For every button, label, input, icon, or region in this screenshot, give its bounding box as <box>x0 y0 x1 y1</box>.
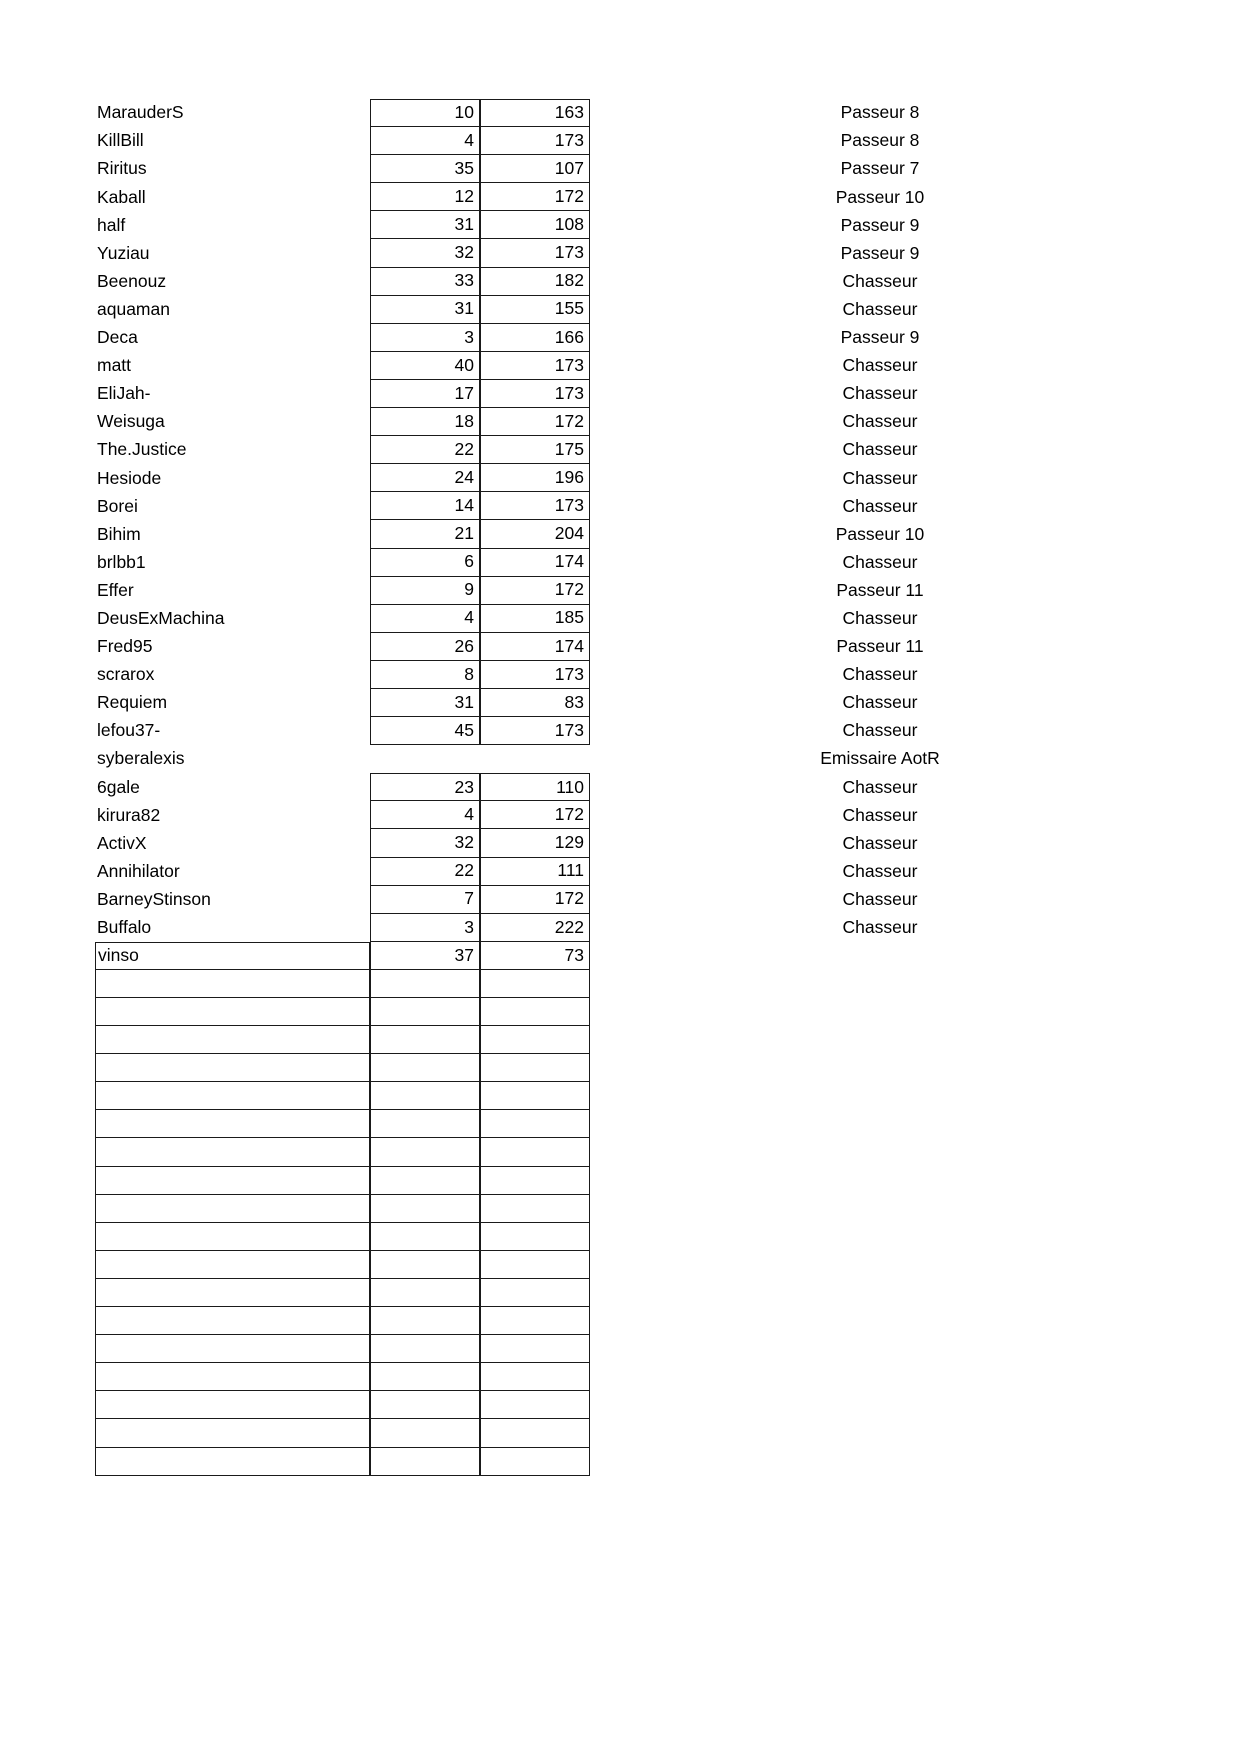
value-cell-2[interactable]: 107 <box>480 155 590 183</box>
player-name-cell[interactable]: scrarox <box>97 664 155 685</box>
value-cell-1[interactable]: 21 <box>370 520 480 548</box>
player-name-cell[interactable] <box>95 1307 370 1335</box>
value-cell-1[interactable] <box>370 1082 480 1110</box>
table-row[interactable] <box>95 717 1155 745</box>
value-cell-1[interactable]: 17 <box>370 380 480 408</box>
player-name-cell[interactable]: aquaman <box>97 298 170 319</box>
value-cell-1[interactable]: 9 <box>370 577 480 605</box>
value-cell-2[interactable] <box>480 1167 590 1195</box>
role-label: Chasseur <box>842 776 918 797</box>
table-row[interactable] <box>95 577 1155 605</box>
value-cell-2[interactable]: 166 <box>480 324 590 352</box>
role-label: Chasseur <box>842 495 918 516</box>
table-row[interactable] <box>95 1138 1155 1166</box>
table-row[interactable] <box>95 1251 1155 1279</box>
value-cell-1[interactable]: 37 <box>370 942 480 970</box>
role-label: Passeur 8 <box>840 130 920 151</box>
value-cell-2[interactable]: 155 <box>480 296 590 324</box>
player-name-cell[interactable] <box>95 1419 370 1447</box>
player-name-cell[interactable]: KillBill <box>97 130 144 151</box>
table-row[interactable] <box>95 1279 1155 1307</box>
value-cell-2[interactable]: 173 <box>480 127 590 155</box>
table-row[interactable] <box>95 324 1155 352</box>
value-cell-1[interactable]: 24 <box>370 464 480 492</box>
table-row[interactable] <box>95 492 1155 520</box>
value-cell-2[interactable]: 173 <box>480 492 590 520</box>
player-name-cell[interactable] <box>95 970 370 998</box>
table-row[interactable] <box>95 1026 1155 1054</box>
value-cell-1[interactable]: 22 <box>370 436 480 464</box>
table-row[interactable] <box>95 1223 1155 1251</box>
value-cell-2[interactable] <box>480 1138 590 1166</box>
table-row[interactable] <box>95 829 1155 857</box>
player-name-cell[interactable]: Beenouz <box>97 270 167 291</box>
table-row[interactable] <box>95 408 1155 436</box>
value-cell-2[interactable]: 204 <box>480 520 590 548</box>
table-row[interactable] <box>95 633 1155 661</box>
player-name-cell[interactable]: ActivX <box>97 832 147 853</box>
roster-table <box>95 99 1155 1476</box>
player-name-cell[interactable] <box>95 1279 370 1307</box>
value-cell-2[interactable] <box>480 1054 590 1082</box>
player-name-cell[interactable]: Requiem <box>97 692 168 713</box>
role-label: Chasseur <box>842 298 918 319</box>
value-cell-2[interactable]: 73 <box>480 942 590 970</box>
table-row[interactable] <box>95 801 1155 829</box>
value-cell-2[interactable]: 182 <box>480 268 590 296</box>
player-name-cell[interactable] <box>95 1251 370 1279</box>
table-row[interactable] <box>95 1391 1155 1419</box>
player-name-cell[interactable]: matt <box>97 355 132 376</box>
value-cell-2[interactable]: 172 <box>480 408 590 436</box>
value-cell-1[interactable] <box>370 1223 480 1251</box>
player-name-cell[interactable]: Annihilator <box>97 860 180 881</box>
table-row[interactable] <box>95 886 1155 914</box>
table-row[interactable] <box>95 1195 1155 1223</box>
player-name-cell[interactable]: vinso <box>95 942 370 970</box>
value-cell-2[interactable]: 175 <box>480 436 590 464</box>
table-row[interactable] <box>95 1082 1155 1110</box>
table-row[interactable] <box>95 970 1155 998</box>
value-cell-1[interactable] <box>370 1054 480 1082</box>
value-cell-1[interactable]: 3 <box>370 324 480 352</box>
player-name-cell[interactable]: Bihim <box>97 523 141 544</box>
role-label: Passeur 9 <box>840 242 920 263</box>
role-label: Chasseur <box>842 917 918 938</box>
value-cell-2[interactable]: 196 <box>480 464 590 492</box>
value-cell-1[interactable]: 4 <box>370 605 480 633</box>
value-cell-2[interactable] <box>480 1110 590 1138</box>
value-cell-1[interactable]: 35 <box>370 155 480 183</box>
value-cell-2[interactable]: 172 <box>480 886 590 914</box>
table-row[interactable] <box>95 1307 1155 1335</box>
value-cell-1[interactable]: 23 <box>370 773 480 801</box>
player-name-cell[interactable] <box>95 998 370 1026</box>
role-label: Passeur 11 <box>836 579 924 600</box>
value-cell-1[interactable]: 14 <box>370 492 480 520</box>
value-cell-2[interactable]: 173 <box>480 661 590 689</box>
value-cell-1[interactable] <box>370 1448 480 1476</box>
table-row[interactable] <box>95 239 1155 267</box>
value-cell-2[interactable]: 163 <box>480 99 590 127</box>
role-label: Chasseur <box>842 860 918 881</box>
value-cell-2[interactable] <box>480 1195 590 1223</box>
value-cell-2[interactable] <box>480 1026 590 1054</box>
value-cell-2[interactable] <box>480 1223 590 1251</box>
table-row[interactable] <box>95 99 1155 127</box>
player-name-cell[interactable]: Riritus <box>97 158 147 179</box>
value-cell-1[interactable] <box>370 1279 480 1307</box>
value-cell-2[interactable]: 172 <box>480 801 590 829</box>
player-name-cell[interactable] <box>95 1026 370 1054</box>
table-row[interactable] <box>95 464 1155 492</box>
value-cell-1[interactable] <box>370 1391 480 1419</box>
role-label: Chasseur <box>842 664 918 685</box>
value-cell-1[interactable] <box>370 1363 480 1391</box>
table-row[interactable] <box>95 1110 1155 1138</box>
value-cell-2[interactable]: 129 <box>480 829 590 857</box>
player-name-cell[interactable] <box>95 1223 370 1251</box>
value-cell-1[interactable]: 12 <box>370 183 480 211</box>
table-row[interactable] <box>95 914 1155 942</box>
player-name-cell[interactable]: Deca <box>97 327 138 348</box>
value-cell-1[interactable]: 31 <box>370 296 480 324</box>
player-name-cell[interactable]: Buffalo <box>97 917 152 938</box>
value-cell-1[interactable]: 45 <box>370 717 480 745</box>
value-cell-2[interactable] <box>480 1082 590 1110</box>
player-name-cell[interactable]: MarauderS <box>97 102 184 123</box>
value-cell-1[interactable] <box>370 998 480 1026</box>
role-label: Passeur 11 <box>836 636 924 657</box>
value-cell-1[interactable] <box>370 1195 480 1223</box>
player-name-cell[interactable]: Borei <box>97 495 138 516</box>
table-row[interactable] <box>95 998 1155 1026</box>
value-cell-1[interactable]: 4 <box>370 127 480 155</box>
value-cell-2[interactable]: 222 <box>480 914 590 942</box>
value-cell-2[interactable]: 108 <box>480 211 590 239</box>
role-label: Chasseur <box>842 804 918 825</box>
value-cell-1[interactable]: 4 <box>370 801 480 829</box>
value-cell-2[interactable] <box>480 1279 590 1307</box>
value-cell-1[interactable]: 18 <box>370 408 480 436</box>
value-cell-2[interactable]: 111 <box>480 858 590 886</box>
value-cell-1[interactable]: 7 <box>370 886 480 914</box>
table-row[interactable] <box>95 380 1155 408</box>
player-name-cell[interactable]: brlbb1 <box>97 551 146 572</box>
table-row[interactable] <box>95 1054 1155 1082</box>
player-name-cell[interactable] <box>95 1167 370 1195</box>
table-row[interactable] <box>95 605 1155 633</box>
value-cell-1[interactable] <box>370 1167 480 1195</box>
player-name-cell[interactable]: Fred95 <box>97 636 153 657</box>
table-row[interactable] <box>95 745 1155 773</box>
value-cell-2[interactable] <box>480 1363 590 1391</box>
player-name-cell[interactable]: EliJah- <box>97 383 151 404</box>
role-label: Chasseur <box>842 551 918 572</box>
table-row[interactable] <box>95 127 1155 155</box>
value-cell-2[interactable]: 173 <box>480 380 590 408</box>
player-name-cell[interactable]: DeusExMachina <box>97 607 225 628</box>
value-cell-1[interactable]: 3 <box>370 914 480 942</box>
role-label: Chasseur <box>842 383 918 404</box>
table-row[interactable] <box>95 661 1155 689</box>
value-cell-2[interactable]: 172 <box>480 577 590 605</box>
role-label: Chasseur <box>842 411 918 432</box>
value-cell-2[interactable] <box>480 1419 590 1447</box>
role-label: Chasseur <box>842 692 918 713</box>
role-label: Chasseur <box>842 888 918 909</box>
table-row[interactable] <box>95 211 1155 239</box>
table-row[interactable] <box>95 858 1155 886</box>
table-row[interactable] <box>95 1419 1155 1447</box>
player-name-cell[interactable]: half <box>97 214 126 235</box>
value-cell-2[interactable]: 185 <box>480 605 590 633</box>
player-name-cell[interactable] <box>95 1110 370 1138</box>
value-cell-2[interactable]: 172 <box>480 183 590 211</box>
table-row[interactable] <box>95 1363 1155 1391</box>
value-cell-2[interactable] <box>480 1307 590 1335</box>
value-cell-1[interactable] <box>370 1251 480 1279</box>
player-name-cell[interactable]: lefou37- <box>97 720 161 741</box>
player-name-cell[interactable]: BarneyStinson <box>97 888 211 909</box>
value-cell-1[interactable]: 33 <box>370 268 480 296</box>
player-name-cell[interactable] <box>95 1391 370 1419</box>
table-row[interactable] <box>95 1167 1155 1195</box>
value-cell-1[interactable] <box>370 1110 480 1138</box>
value-cell-2[interactable] <box>480 1391 590 1419</box>
player-name-cell[interactable]: The.Justice <box>97 439 187 460</box>
role-label: Chasseur <box>842 355 918 376</box>
table-row[interactable] <box>95 520 1155 548</box>
table-row[interactable] <box>95 689 1155 717</box>
role-label: Chasseur <box>842 439 918 460</box>
player-name-cell[interactable]: Kaball <box>97 186 146 207</box>
value-cell-1[interactable] <box>370 1335 480 1363</box>
value-cell-2[interactable] <box>480 998 590 1026</box>
value-cell-1[interactable]: 26 <box>370 633 480 661</box>
player-name-cell[interactable] <box>95 1054 370 1082</box>
value-cell-1[interactable] <box>370 1138 480 1166</box>
value-cell-2[interactable]: 83 <box>480 689 590 717</box>
value-cell-1[interactable] <box>370 1026 480 1054</box>
player-name-cell[interactable]: 6gale <box>97 776 140 797</box>
role-label: Chasseur <box>842 607 918 628</box>
value-cell-2[interactable]: 110 <box>480 773 590 801</box>
player-name-cell[interactable] <box>95 1448 370 1476</box>
value-cell-1[interactable]: 31 <box>370 689 480 717</box>
value-cell-2[interactable]: 174 <box>480 549 590 577</box>
role-label: Chasseur <box>842 467 918 488</box>
player-name-cell[interactable] <box>95 1082 370 1110</box>
player-name-cell[interactable]: Effer <box>97 579 134 600</box>
table-row[interactable] <box>95 352 1155 380</box>
value-cell-2[interactable] <box>480 1335 590 1363</box>
player-name-cell[interactable]: kirura82 <box>97 804 161 825</box>
role-label: Passeur 9 <box>840 214 920 235</box>
value-cell-1[interactable]: 10 <box>370 99 480 127</box>
role-label: Passeur 10 <box>835 523 925 544</box>
table-row[interactable] <box>95 942 1155 970</box>
table-row[interactable] <box>95 773 1155 801</box>
role-label: Passeur 9 <box>840 327 920 348</box>
table-row[interactable] <box>95 549 1155 577</box>
value-cell-2[interactable] <box>480 970 590 998</box>
table-row[interactable] <box>95 1335 1155 1363</box>
role-label: Emissaire AotR <box>820 748 940 769</box>
role-label: Passeur 8 <box>840 102 920 123</box>
role-label: Chasseur <box>842 832 918 853</box>
table-row[interactable] <box>95 296 1155 324</box>
value-cell-1[interactable]: 8 <box>370 661 480 689</box>
value-cell-2[interactable]: 173 <box>480 717 590 745</box>
role-label: Passeur 10 <box>835 186 925 207</box>
role-label: Passeur 7 <box>840 158 920 179</box>
player-name-cell[interactable] <box>95 1363 370 1391</box>
value-cell-2[interactable]: 173 <box>480 352 590 380</box>
value-cell-1[interactable] <box>370 1307 480 1335</box>
value-cell-1[interactable]: 22 <box>370 858 480 886</box>
table-row[interactable] <box>95 436 1155 464</box>
value-cell-2[interactable] <box>480 1448 590 1476</box>
player-name-cell[interactable] <box>95 1335 370 1363</box>
table-row[interactable] <box>95 183 1155 211</box>
value-cell-1[interactable]: 32 <box>370 829 480 857</box>
player-name-cell[interactable]: Weisuga <box>97 411 165 432</box>
value-cell-2[interactable]: 174 <box>480 633 590 661</box>
player-name-cell[interactable] <box>95 1138 370 1166</box>
player-name-cell[interactable]: Hesiode <box>97 467 162 488</box>
value-cell-2[interactable] <box>480 1251 590 1279</box>
value-cell-1[interactable]: 6 <box>370 549 480 577</box>
value-cell-2[interactable]: 173 <box>480 239 590 267</box>
role-label: Chasseur <box>842 720 918 741</box>
player-name-cell[interactable]: syberalexis <box>97 748 185 769</box>
table-row[interactable] <box>95 1448 1155 1476</box>
player-name-cell[interactable] <box>95 1195 370 1223</box>
value-cell-1[interactable] <box>370 1419 480 1447</box>
table-row[interactable] <box>95 155 1155 183</box>
role-label: Chasseur <box>842 270 918 291</box>
table-row[interactable] <box>95 268 1155 296</box>
value-cell-1[interactable]: 32 <box>370 239 480 267</box>
value-cell-1[interactable]: 40 <box>370 352 480 380</box>
value-cell-1[interactable]: 31 <box>370 211 480 239</box>
value-cell-1[interactable] <box>370 970 480 998</box>
player-name-cell[interactable]: Yuziau <box>97 242 150 263</box>
